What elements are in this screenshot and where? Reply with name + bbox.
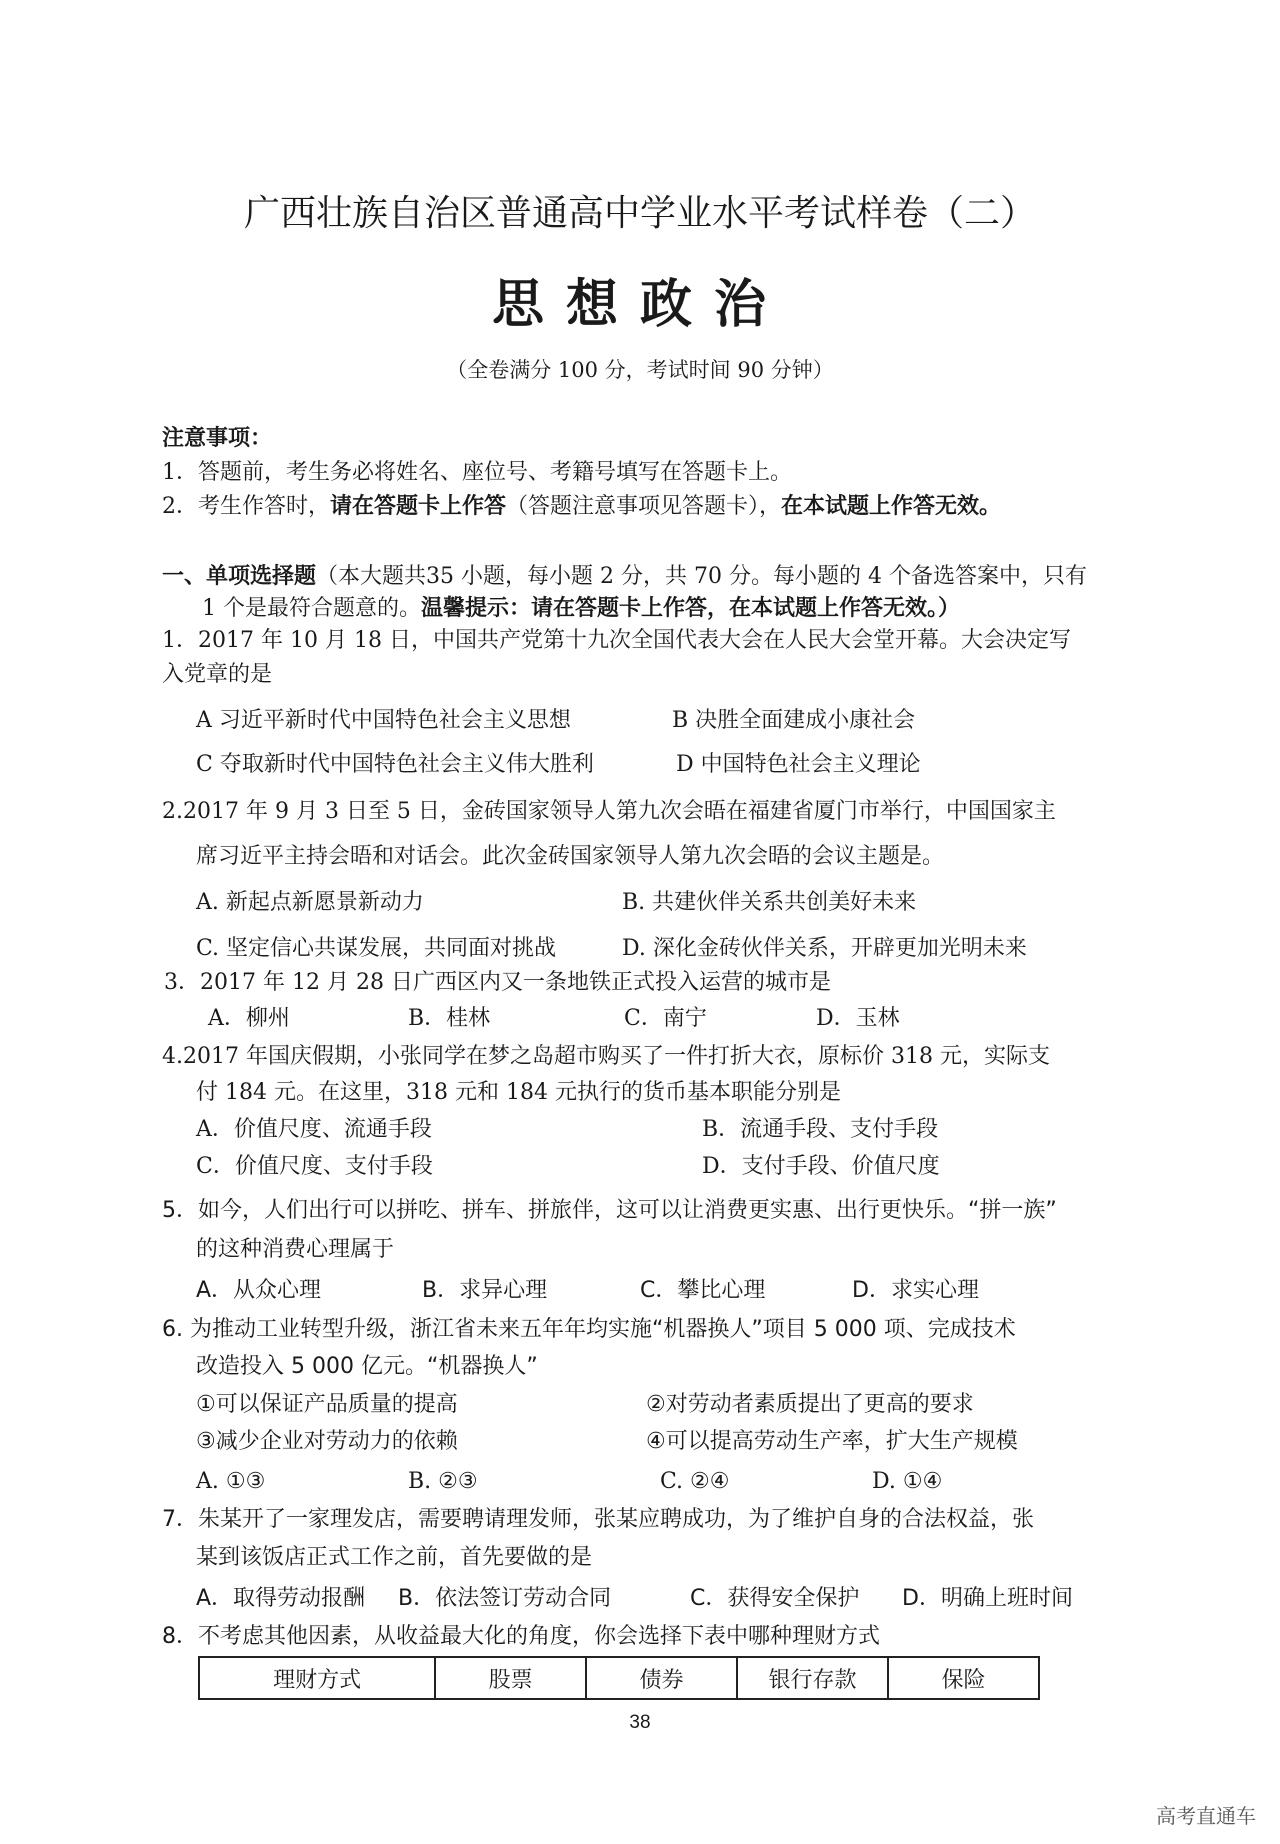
section1-line-1 xyxy=(162,562,1087,592)
q2-option-c: C. 坚定信心共谋发展，共同面对挑战 xyxy=(196,936,557,961)
section1-desc: （本大题共35 小题，每小题 2 分，共 70 分。每小题的 4 个备选答案中，只有 xyxy=(316,564,1087,589)
q6-statement-3: ③减少企业对劳动力的依赖 xyxy=(196,1429,458,1454)
table-cell: 银行存款 xyxy=(737,1657,888,1699)
notice-item-2-part-d: 在本试题上作答无效。 xyxy=(781,494,1002,519)
q1-stem-line-2: 入党章的是 xyxy=(162,662,273,687)
notice-item-1: 1．答题前，考生务必将姓名、座位号、考籍号填写在答题卡上。 xyxy=(162,460,792,485)
table-header-row xyxy=(199,1657,1039,1699)
q2-stem-line-2: 席习近平主持会晤和对话会。此次金砖国家领导人第九次会晤的会议主题是。 xyxy=(196,844,945,869)
q2-option-d: D. 深化金砖伙伴关系，开辟更加光明未来 xyxy=(622,936,1027,961)
q6-stem-line-2: 改造投入 5 000 亿元。“机器换人” xyxy=(196,1354,538,1379)
table-cell: 理财方式 xyxy=(199,1657,435,1699)
q4-stem-line-1: 4.2017 年国庆假期，小张同学在梦之岛超市购买了一件打折大衣，原标价 318 元，实际支 xyxy=(162,1044,1050,1069)
exam-title: 广西壮族自治区普通高中学业水平考试样卷（二） xyxy=(243,193,1036,234)
q6-statement-1: ①可以保证产品质量的提高 xyxy=(196,1392,458,1417)
section1-line-2 xyxy=(202,594,960,624)
section1-label: 一、单项选择题 xyxy=(162,564,317,589)
q4-stem-line-2: 付 184 元。在这里，318 元和 184 元执行的货币基本职能分别是 xyxy=(196,1080,841,1105)
q4-option-c: C．价值尺度、支付手段 xyxy=(196,1154,433,1179)
q2-option-b: B. 共建伙伴关系共创美好未来 xyxy=(622,890,917,915)
q1-option-b: B 决胜全面建成小康社会 xyxy=(672,708,916,733)
notice-item-2-part-c: （答题注意事项见答题卡）， xyxy=(506,494,782,519)
q5-option-d: D．求实心理 xyxy=(852,1278,979,1303)
q6-option-a: A. ①③ xyxy=(196,1469,266,1494)
q3-option-c: C．南宁 xyxy=(624,1006,707,1031)
q5-option-b: B．求异心理 xyxy=(422,1278,548,1303)
q6-statement-4: ④可以提高劳动生产率，扩大生产规模 xyxy=(646,1429,1018,1454)
q5-stem-line-1: 5．如今，人们出行可以拼吃、拼车、拼旅伴，这可以让消费更实惠、出行更快乐。“拼一族” xyxy=(162,1198,1057,1223)
q5-option-a: A．从众心理 xyxy=(196,1278,322,1303)
q7-option-c: C．获得安全保护 xyxy=(690,1586,860,1611)
q1-option-d: D 中国特色社会主义理论 xyxy=(676,752,921,777)
score-note: （全卷满分 100 分，考试时间 90 分钟） xyxy=(446,358,834,382)
q4-option-d: D．支付手段、价值尺度 xyxy=(702,1154,940,1179)
notice-item-2-part-a: 2．考生作答时， xyxy=(162,494,330,519)
q3-option-a: A．柳州 xyxy=(208,1006,290,1031)
q1-option-a: A 习近平新时代中国特色社会主义思想 xyxy=(196,708,571,733)
q7-option-b: B．依法签订劳动合同 xyxy=(398,1586,612,1611)
q6-option-d: D. ①④ xyxy=(872,1469,943,1494)
q7-option-d: D．明确上班时间 xyxy=(902,1586,1073,1611)
notice-item-2-part-b: 请在答题卡上作答 xyxy=(330,494,507,519)
q1-option-c: C 夺取新时代中国特色社会主义伟大胜利 xyxy=(196,752,594,777)
section1-desc-2: 1 个是最符合题意的。 xyxy=(202,596,421,621)
q7-stem-line-1: 7．朱某开了一家理发店，需要聘请理发师，张某应聘成功，为了维护自身的合法权益，张 xyxy=(162,1507,1035,1532)
q6-statement-2: ②对劳动者素质提出了更高的要求 xyxy=(646,1392,974,1417)
q2-stem-line-1: 2.2017 年 9 月 3 日至 5 日，金砖国家领导人第九次会晤在福建省厦门市举行，中国国家主 xyxy=(162,799,1056,824)
q5-option-c: C．攀比心理 xyxy=(640,1278,766,1303)
watermark: 高考直通车 xyxy=(1156,1804,1256,1828)
q6-stem-line-1: 6. 为推动工业转型升级，浙江省未来五年年均实施“机器换人”项目 5 000 项、完成技术 xyxy=(162,1317,1016,1342)
q2-option-a: A. 新起点新愿景新动力 xyxy=(196,890,424,915)
q7-option-a: A．取得劳动报酬 xyxy=(196,1586,366,1611)
q3-stem: 3．2017 年 12 月 28 日广西区内又一条地铁正式投入运营的城市是 xyxy=(164,970,831,995)
table-cell: 股票 xyxy=(435,1657,586,1699)
q3-option-b: B．桂林 xyxy=(408,1006,491,1031)
table-cell: 债券 xyxy=(586,1657,737,1699)
notice-item-2 xyxy=(162,492,1001,522)
q6-option-c: C. ②④ xyxy=(660,1469,730,1494)
q4-option-a: A．价值尺度、流通手段 xyxy=(196,1117,432,1142)
q5-stem-line-2: 的这种消费心理属于 xyxy=(196,1237,395,1262)
subject-title: 思想政治 xyxy=(491,275,788,335)
notice-heading: 注意事项： xyxy=(162,426,273,451)
q4-option-b: B．流通手段、支付手段 xyxy=(702,1117,939,1142)
q6-option-b: B. ②③ xyxy=(408,1469,478,1494)
finance-table xyxy=(198,1656,1040,1700)
q8-stem: 8．不考虑其他因素，从收益最大化的角度，你会选择下表中哪种理财方式 xyxy=(162,1624,880,1649)
page-number: 38 xyxy=(629,1712,651,1733)
q7-stem-line-2: 某到该饭店正式工作之前，首先要做的是 xyxy=(196,1545,593,1570)
section1-tip: 温馨提示：请在答题卡上作答，在本试题上作答无效。） xyxy=(421,596,961,621)
q3-option-d: D．玉林 xyxy=(816,1006,900,1031)
q1-stem-line-1: 1．2017 年 10 月 18 日，中国共产党第十九次全国代表大会在人民大会堂开幕。大会决定写 xyxy=(162,628,1071,653)
table-cell: 保险 xyxy=(888,1657,1039,1699)
